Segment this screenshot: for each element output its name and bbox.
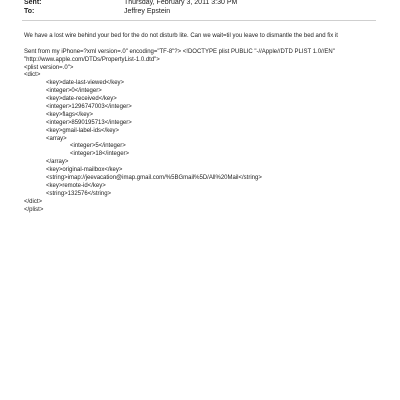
plist-key: <key>flags</key> [46, 111, 94, 118]
to-value: Jeffrey Epstein [124, 8, 171, 15]
sent-value: Thursday, February 3, 2011 3:30 PM [124, 0, 238, 6]
email-body [24, 33, 384, 214]
plist-key: <key>gmail-label-ids</key> [46, 127, 120, 134]
signature-line: "http://www.apple.com/DTDs/PropertyList-1.0.dtd"> [24, 56, 160, 63]
header-divider [22, 20, 376, 21]
to-row [24, 7, 170, 16]
sent-row [24, 0, 237, 7]
plist-key: <key>remote-id</key> [46, 182, 106, 189]
plist-key: <key>original-mailbox</key> [46, 167, 123, 174]
to-label: To: [24, 8, 35, 15]
dict-close: </dict> [24, 198, 43, 205]
plist-value: <integer>0</integer> [46, 88, 102, 95]
plist-close: </plist> [24, 206, 44, 213]
array-item: <integer>5</integer> [70, 143, 126, 150]
plist-value: <string>132576</string> [46, 190, 112, 197]
dict-open: <dict> [24, 72, 41, 79]
plist-open: <plist version=.0"> [24, 64, 74, 71]
plist-value: <integer>1296747003</integer> [46, 104, 132, 111]
array-close: </array> [46, 159, 69, 166]
blank-line [24, 41, 384, 49]
array-item: <integer>18</integer> [70, 151, 130, 158]
signature-line: Sent from my iPhone=?xml version=.0" encoding="TF-8"?> <!DOCTYPE plist PUBLIC "-//Apple//DTD PLIST 1.0//EN" [24, 48, 335, 55]
plist-key: <key>date-last-viewed</key> [46, 80, 125, 87]
plist-value: <integer>8590195713</integer> [46, 119, 132, 126]
message-text: We have a lost wire behind your bed for the do not disturb lite. Can we wait=til you leave to dismantle the bed and fix it [24, 33, 338, 39]
plist-value: <string>imap://jeevacation@imap.gmail.com/%5BGmail%5D/All%20Mail</string> [46, 175, 262, 182]
array-open: <array> [46, 135, 67, 142]
sent-label: Sent: [24, 0, 42, 6]
plist-key: <key>date-received</key> [46, 96, 117, 103]
